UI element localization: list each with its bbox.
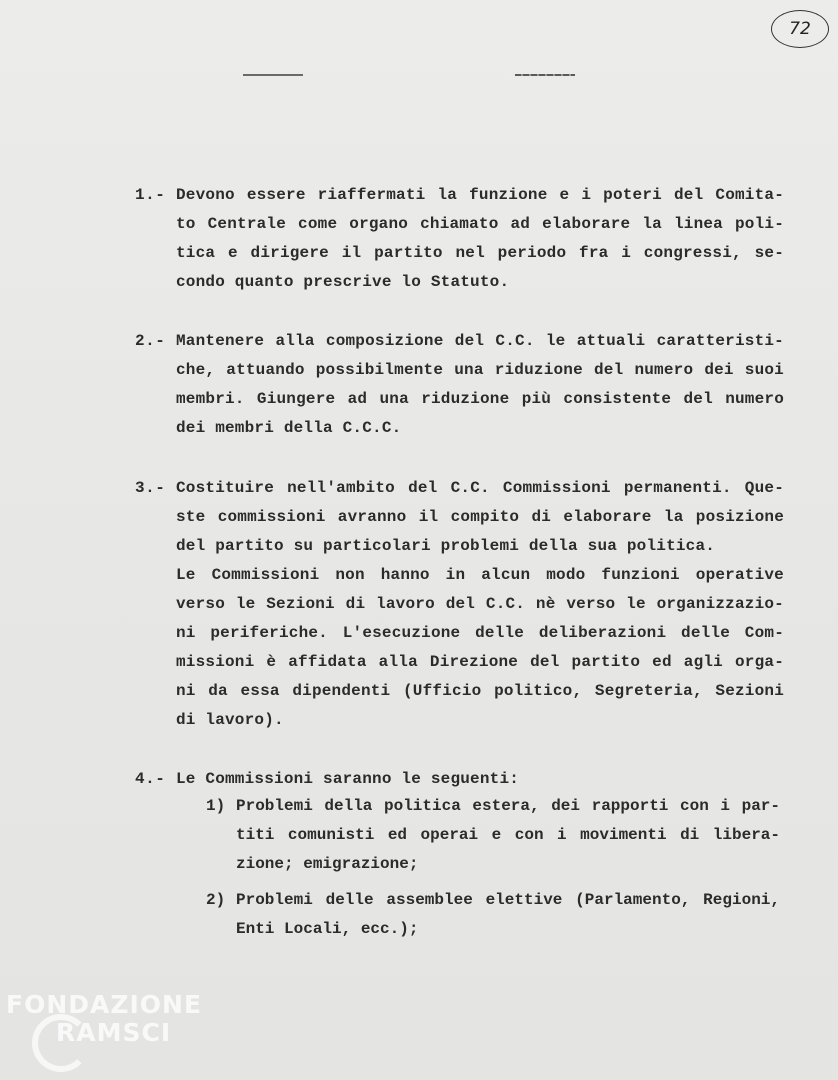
item-number: 1.- xyxy=(135,186,166,204)
item-body xyxy=(176,327,784,443)
text-line: membri. Giungere ad una riduzione più consistente del numero xyxy=(176,390,784,408)
page-number: 72 xyxy=(789,19,811,39)
page-number-circle xyxy=(771,10,829,48)
text-line: ste commissioni avranno il compito di elaborare la posizione xyxy=(176,508,784,526)
text-line: Le Commissioni saranno le seguenti: xyxy=(176,770,520,788)
text-line: Costituire nell'ambito del C.C. Commissioni permanenti. Que- xyxy=(176,479,784,497)
watermark-line1: FONDAZIONE xyxy=(6,990,203,1019)
text-line: condo quanto prescrive lo Statuto. xyxy=(176,273,510,291)
item-number: 3.- xyxy=(135,479,166,497)
subitem-body xyxy=(236,886,780,944)
text-line: Enti Locali, ecc.); xyxy=(236,920,419,938)
text-line: dei membri della C.C.C. xyxy=(176,419,402,437)
fondazione-gramsci-watermark xyxy=(6,990,216,1070)
text-line: missioni è affidata alla Direzione del partito ed agli orga- xyxy=(176,653,784,671)
text-line: di lavoro). xyxy=(176,711,284,729)
text-line: ni periferiche. L'esecuzione delle deliberazioni delle Com- xyxy=(176,624,784,642)
item-number: 2.- xyxy=(135,332,166,350)
watermark-line2: RAMSCI xyxy=(56,1018,172,1047)
item-body xyxy=(176,474,784,735)
text-line: Devono essere riaffermati la funzione e i poteri del Comita- xyxy=(176,186,784,204)
item-body xyxy=(176,181,784,297)
item-number: 4.- xyxy=(135,770,166,788)
text-line: to Centrale come organo chiamato ad elaborare la linea poli- xyxy=(176,215,784,233)
text-line: Problemi della politica estera, dei rapporti con i par- xyxy=(236,797,780,815)
text-line: Le Commissioni non hanno in alcun modo funzioni operative xyxy=(176,566,784,584)
text-line: verso le Sezioni di lavoro del C.C. nè verso le organizzazio- xyxy=(176,595,784,613)
text-line: Problemi delle assemblee elettive (Parlamento, Regioni, xyxy=(236,891,780,909)
text-line: tica e dirigere il partito nel periodo fra i congressi, se- xyxy=(176,244,784,262)
item-body xyxy=(176,765,784,794)
subitem-number: 1) xyxy=(206,797,226,815)
text-line: ni da essa dipendenti (Ufficio politico, Segreteria, Sezioni xyxy=(176,682,784,700)
header-dash-left xyxy=(243,74,303,76)
header-dash-right xyxy=(515,74,575,76)
text-line: zione; emigrazione; xyxy=(236,855,419,873)
text-line: titi comunisti ed operai e con i movimenti di libera- xyxy=(236,826,780,844)
subitem-body xyxy=(236,792,780,879)
text-line: del partito su particolari problemi della sua politica. xyxy=(176,537,716,555)
text-line: Mantenere alla composizione del C.C. le attuali caratteristi- xyxy=(176,332,784,350)
subitem-number: 2) xyxy=(206,891,226,909)
text-line: che, attuando possibilmente una riduzione del numero dei suoi xyxy=(176,361,784,379)
